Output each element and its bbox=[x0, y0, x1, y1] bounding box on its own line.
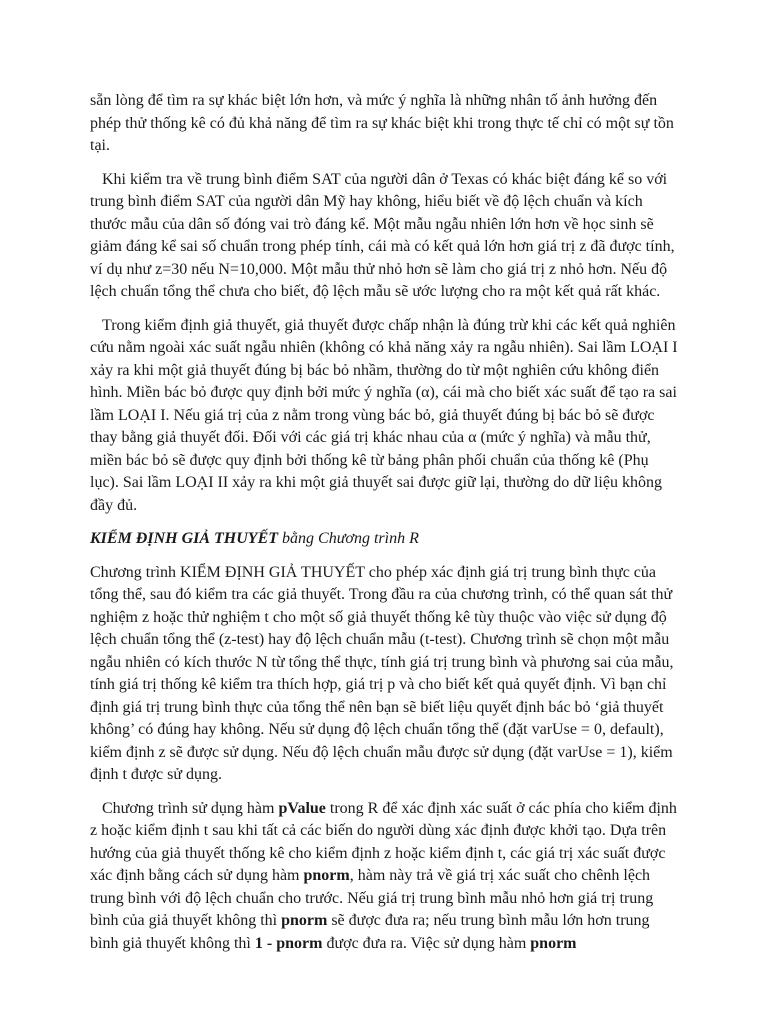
section-heading-rest: bằng Chương trình R bbox=[278, 530, 419, 547]
paragraph-1: sẵn lòng để tìm ra sự khác biệt lớn hơn, và mức ý nghĩa là những nhân tố ảnh hưởng đến phép thử thống kê có đủ khả năng để tìm ra sự khác biệt khi trong thực tế chỉ có một sự tồn tại. bbox=[90, 92, 674, 154]
paragraph-sat-texas: Khi kiểm tra về trung bình điểm SAT của người dân ở Texas có khác biệt đáng kể so với trung bình điểm SAT của người dân Mỹ hay không, hiểu biết về độ lệch chuẩn và kích thước mẫu của dân số đóng vai trò đáng kể. Một mẫu ngẫu nhiên lớn hơn về học sinh sẽ giảm đáng kể sai số chuẩn trong phép tính, cái mà có kết quả lớn hơn giá trị z đã được tính, ví dụ như z=30 nếu N=10,000. Một mẫu thử nhỏ hơn sẽ làm cho giá trị z nhỏ hơn. Nếu độ lệch chuẩn tổng thể chưa cho biết, độ lệch mẫu sẽ ước lượng cho ra một kết quả rất khác. bbox=[90, 170, 675, 300]
paragraph-hypothesis-testing: Trong kiểm định giả thuyết, giả thuyết được chấp nhận là đúng trừ khi các kết quả nghiên cứu nằm ngoài xác suất ngẫu nhiên (không có khả năng xảy ra ngẫu nhiên). Sai lầm LOẠI I xảy ra khi một giả thuyết đúng bị bác bỏ nhầm, thường do từ một nghiên cứu không điển hình. Miền bác bỏ được quy định bởi mức ý nghĩa (α), cái mà cho biết xác suất để tạo ra sai lầm LOẠI I. Nếu giá trị của z nằm trong vùng bác bỏ, giả thuyết đúng bị bác bỏ sẽ được thay bằng giả thuyết đối. Đối với các giá trị khác nhau của α (mức ý nghĩa) và mẫu thử, miền bác bỏ sẽ được quy định bởi thống kê từ bảng phân phối chuẩn của thống kê (Phụ lục). Sai lầm LOẠI II xảy ra khi một giả thuyết sai được giữ lại, thường do dữ liệu không đầy đủ. bbox=[90, 316, 678, 514]
pvalue-text-a: Chương trình sử dụng hàm bbox=[102, 799, 279, 817]
pnorm-term-1: pnorm bbox=[303, 867, 350, 884]
pvalue-text-i: được đưa ra. Việc sử dụng hàm bbox=[322, 934, 531, 952]
section-heading bbox=[90, 528, 678, 551]
paragraph-program-description: Chương trình KIỂM ĐỊNH GIẢ THUYẾT cho phép xác định giá trị trung bình thực của tổng thể, sau đó kiểm tra các giả thuyết. Trong đầu ra của chương trình, có thể quan sát thử nghiệm z hoặc thử nghiệm t cho một số giả thuyết thống kê tùy thuộc vào việc sử dụng độ lệch chuẩn tổng thể (z-test) hay độ lệch chuẩn mẫu (t-test). Chương trình sẽ chọn một mẫu ngẫu nhiên có kích thước N từ tổng thể thực, tính giá trị trung bình và phương sai của mẫu, tính giá trị thống kê kiểm tra thích hợp, giá trị p và cho biết kết quả quyết định. Vì bạn chỉ định giá trị trung bình thực của tổng thể nên bạn sẽ biết liệu quyết định bác bỏ ‘giả thuyết không’ có đúng hay không. Nếu sử dụng độ lệch chuẩn tổng thể (đặt varUse = 0, default), kiểm định z sẽ được sử dụng. Nếu độ lệch chuẩn mẫu được sử dụng (đặt varUse = 1), kiểm định t được sử dụng. bbox=[90, 563, 674, 783]
paragraph-pvalue bbox=[90, 798, 678, 956]
pvalue-term: pValue bbox=[278, 799, 326, 817]
pvalue-text-e: , hàm này trả về giá trị xác suất cho chênh lệch trung bình với độ lệch chuẩn cho trước. Nếu giá trị trung bình mẫu nhỏ hơn giá trị trung bình của giả thuyết không thì bbox=[90, 867, 654, 929]
pvalue-text-g: sẽ được đưa ra; nếu trung bình mẫu lớn hơn trung bình giả thuyết không thì bbox=[90, 912, 650, 952]
pnorm-term-3: pnorm bbox=[530, 934, 577, 952]
section-heading-bold: KIỂM ĐỊNH GIẢ THUYẾT bbox=[90, 530, 279, 547]
pnorm-term-2: pnorm bbox=[281, 912, 328, 929]
document-page bbox=[90, 90, 678, 966]
pvalue-text-c: trong R để xác định xác suất ở các phía cho kiểm định z hoặc kiểm định t sau khi tất cả các biến do người dùng xác định được khởi tạo. Dựa trên hướng của giả thuyết thống kê cho kiểm định z hoặc kiểm định t, các giá trị xác suất được xác định bằng cách sử dụng hàm bbox=[90, 799, 677, 884]
one-minus-pnorm-term: 1 - pnorm bbox=[254, 934, 323, 952]
